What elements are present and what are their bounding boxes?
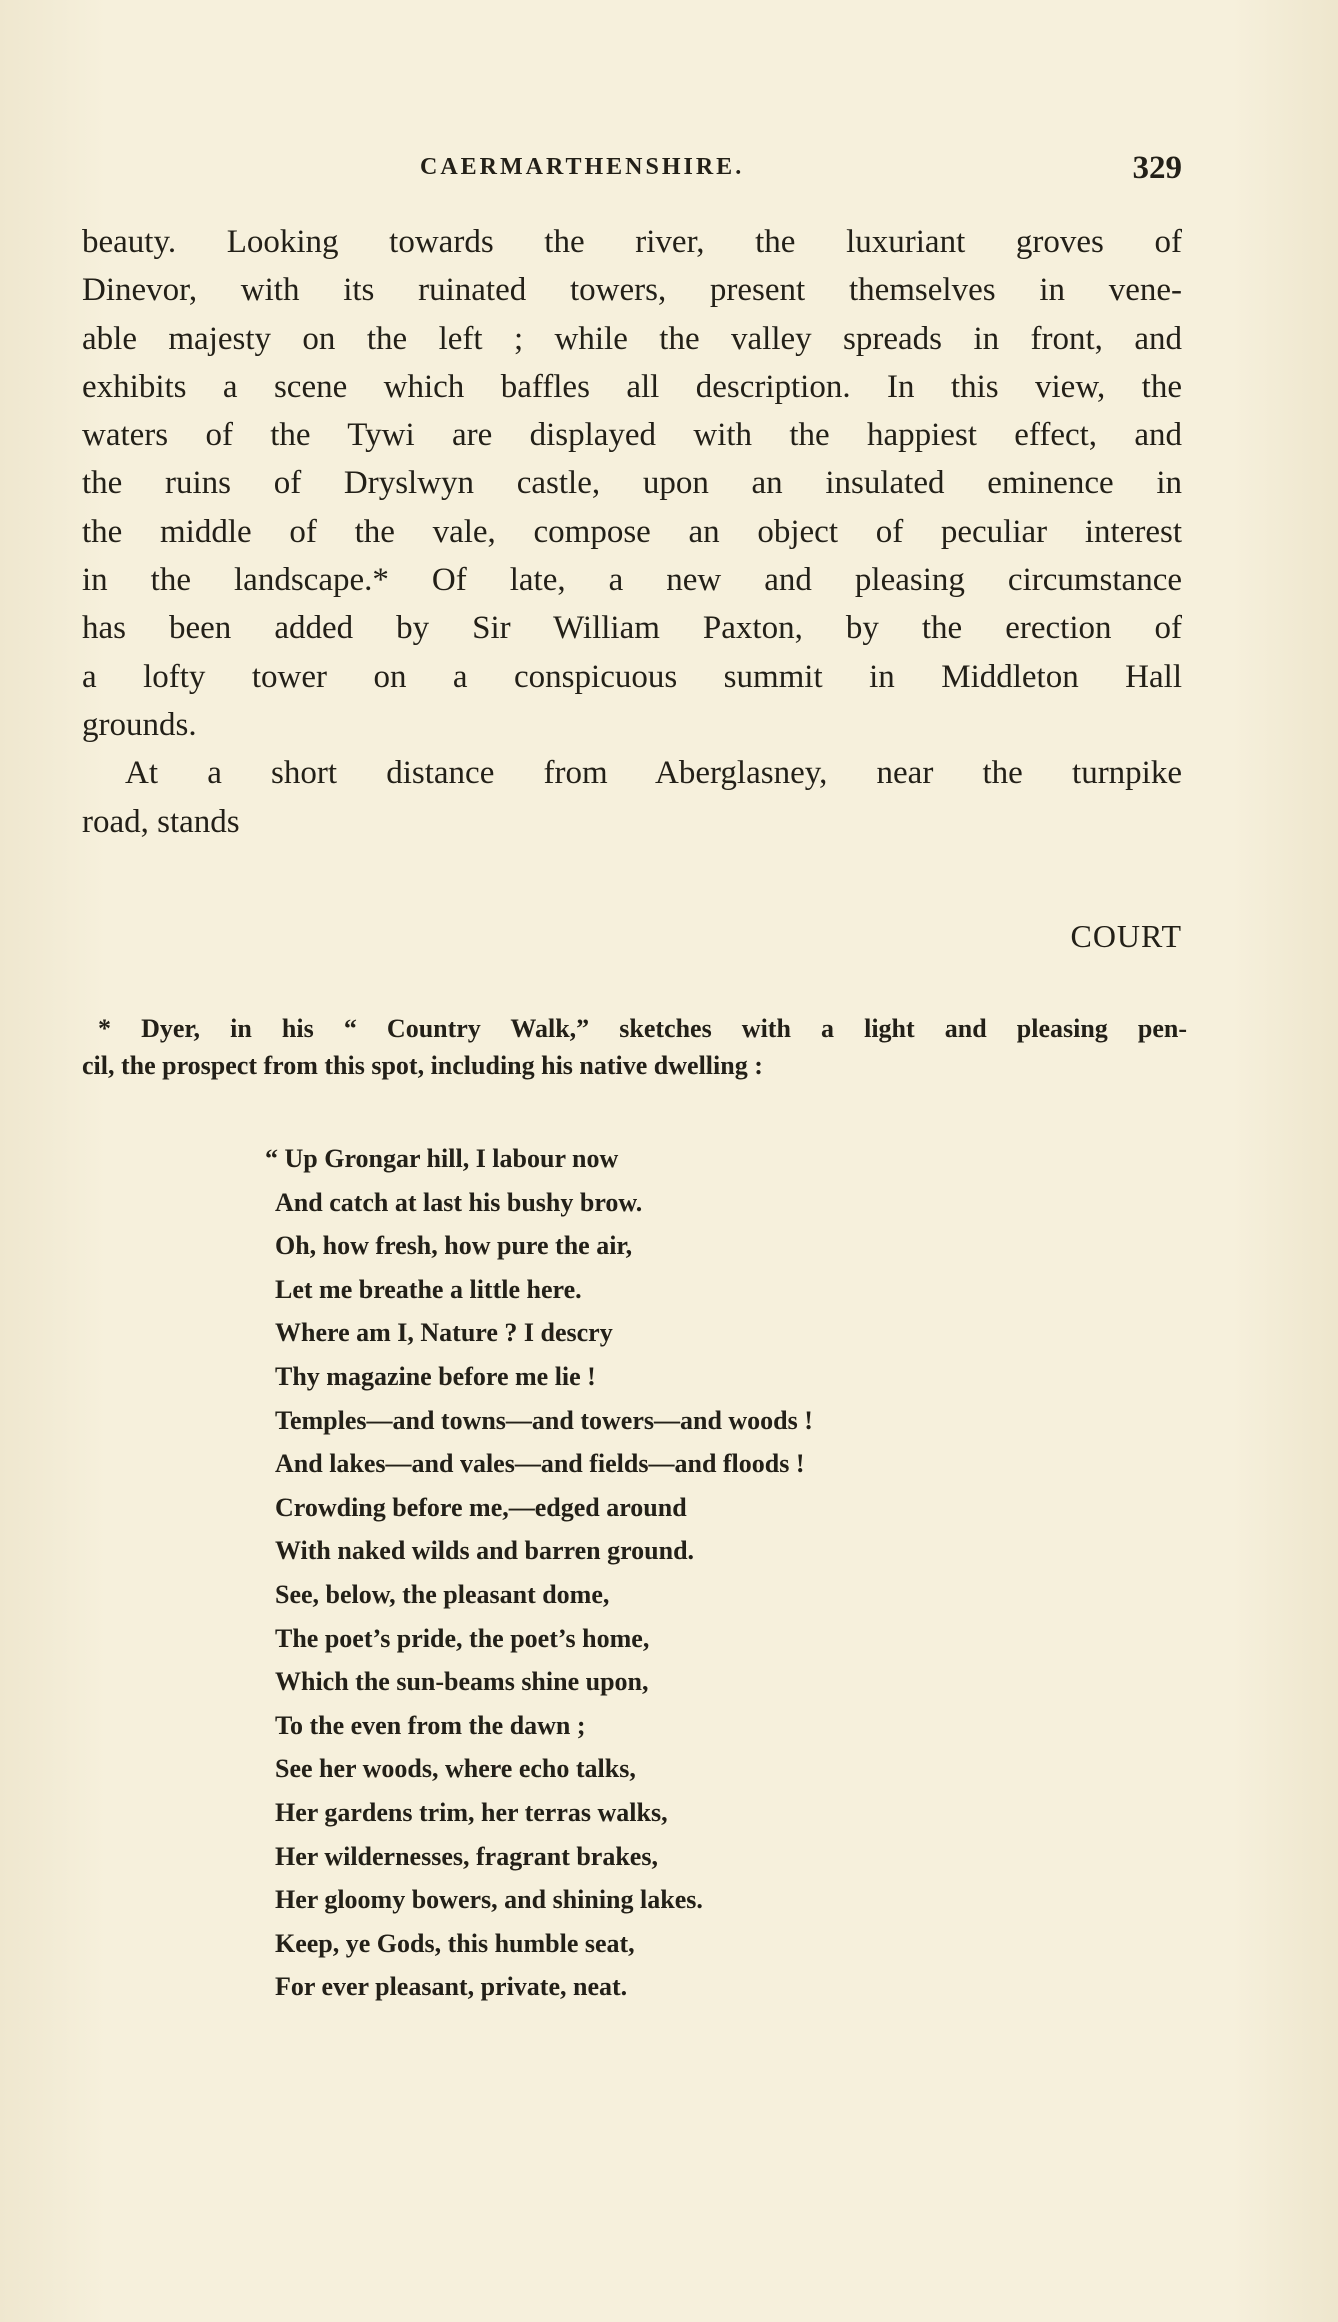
page-number: 329 [1132, 150, 1182, 186]
text-line: able majesty on the left ; while the valley spreads in front, and [82, 320, 1182, 357]
verse-line: Where am I, Nature ? I descry [275, 1318, 613, 1348]
text-line: a lofty tower on a conspicuous summit in Middleton Hall [82, 658, 1182, 695]
verse-line: For ever pleasant, private, neat. [275, 1972, 628, 2002]
verse-line: And lakes—and vales—and fields—and floods ! [275, 1449, 805, 1479]
verse-line: Her gloomy bowers, and shining lakes. [275, 1885, 703, 1915]
text-line: the middle of the vale, compose an object of peculiar interest [82, 513, 1182, 550]
text-line: waters of the Tywi are displayed with the happiest effect, and [82, 417, 1182, 454]
text-line: At a short distance from Aberglasney, near the turnpike [125, 755, 1182, 792]
text-line: exhibits a scene which baffles all description. In this view, the [82, 368, 1182, 405]
text-line: the ruins of Dryslwyn castle, upon an insulated eminence in [82, 465, 1182, 502]
verse-line: To the even from the dawn ; [275, 1710, 586, 1740]
text-line: beauty. Looking towards the river, the luxuriant groves of [82, 224, 1182, 260]
main-text [82, 218, 1182, 846]
verse-line: Her gardens trim, her terras walks, [275, 1797, 668, 1827]
verse-line: Keep, ye Gods, this humble seat, [275, 1928, 635, 1958]
verse-line: See her woods, where echo talks, [275, 1754, 636, 1784]
verse-line: Temples—and towns—and towers—and woods ! [275, 1405, 813, 1435]
running-title: CAERMARTHENSHIRE. [420, 154, 745, 180]
verse-line: Crowding before me,—edged around [275, 1492, 687, 1522]
verse-quotation [265, 1137, 875, 2009]
text-line: Dinevor, with its ruinated towers, present themselves in vene- [82, 272, 1182, 309]
verse-line: See, below, the pleasant dome, [275, 1579, 610, 1609]
text-line: grounds. [82, 706, 197, 743]
verse-line: “ Up Grongar hill, I labour now [265, 1144, 619, 1173]
text-line: in the landscape.* Of late, a new and pleasing circumstance [82, 562, 1182, 599]
verse-line: And catch at last his bushy brow. [275, 1187, 643, 1217]
text-line: has been added by Sir William Paxton, by the erection of [82, 610, 1182, 647]
footnote-line: * Dyer, in his “ Country Walk,” sketches with a light and pleasing pen- [98, 1014, 1187, 1043]
catchword: COURT [1070, 918, 1182, 954]
verse-line: With naked wilds and barren ground. [275, 1536, 695, 1566]
running-head [82, 150, 1182, 194]
verse-line: Her wildernesses, fragrant brakes, [275, 1841, 658, 1871]
verse-line: Which the sun-beams shine upon, [275, 1667, 649, 1697]
text-line: road, stands [82, 803, 240, 840]
verse-line: Oh, how fresh, how pure the air, [275, 1231, 633, 1261]
verse-line: Thy magazine before me lie ! [275, 1361, 596, 1391]
footnote [82, 1010, 1187, 1084]
verse-line: The poet’s pride, the poet’s home, [275, 1623, 650, 1653]
verse-line: Let me breathe a little here. [275, 1274, 582, 1304]
footnote-line: cil, the prospect from this spot, including his native dwelling : [82, 1051, 763, 1080]
